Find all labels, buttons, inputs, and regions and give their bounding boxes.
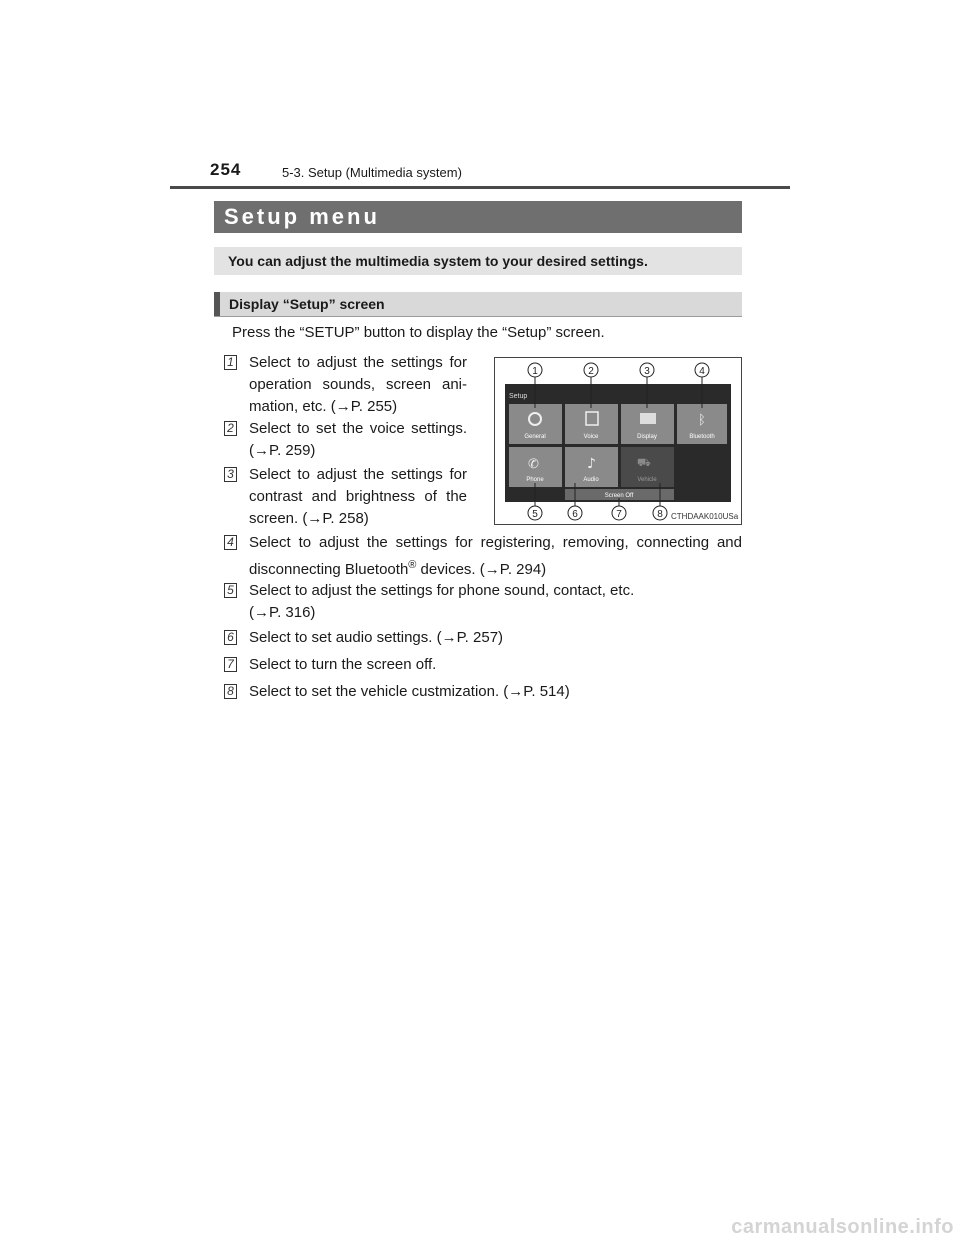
item-text-line: Select to adjust the settings for phone sound, contact, etc. bbox=[249, 582, 635, 599]
list-item bbox=[224, 681, 570, 703]
callout-number: 1 bbox=[532, 366, 538, 377]
item-text: Select to set the voice settings. (→P. 259) bbox=[249, 420, 467, 459]
item-number: 5 bbox=[224, 583, 237, 598]
item-text: Select to adjust the settings for operation sounds, screen ani-mation, etc. (→P. 255) bbox=[249, 354, 467, 415]
vehicle-label: Vehicle bbox=[637, 477, 657, 483]
subheading: Display “Setup” screen bbox=[214, 292, 742, 316]
setup-screen-illustration bbox=[495, 358, 741, 524]
item-number: 1 bbox=[224, 355, 237, 370]
list-item bbox=[224, 418, 467, 462]
callout-number: 5 bbox=[532, 509, 538, 520]
running-head: 5-3. Setup (Multimedia system) bbox=[282, 165, 462, 180]
voice-label: Voice bbox=[583, 434, 599, 440]
list-item bbox=[224, 580, 634, 624]
phone-label: Phone bbox=[526, 477, 544, 483]
item-text: Select to adjust the settings for contrast and brightness of the screen. (→P. 258) bbox=[249, 466, 467, 527]
bluetooth-label: Bluetooth bbox=[689, 434, 715, 440]
item-number: 4 bbox=[224, 535, 237, 550]
item-text: Select to set audio settings. (→P. 257) bbox=[249, 629, 504, 646]
audio-label: Audio bbox=[583, 477, 599, 483]
display-label: Display bbox=[637, 434, 657, 440]
setup-screen-figure bbox=[494, 357, 742, 525]
item-text: Select to turn the screen off. bbox=[249, 656, 437, 673]
callout-number: 7 bbox=[616, 509, 622, 520]
figure-code: CTHDAAK010USa bbox=[671, 512, 739, 521]
intro-text: You can adjust the multimedia system to your desired settings. bbox=[214, 247, 742, 275]
item-text: Select to set the vehicle custmization. (→P. 514) bbox=[249, 683, 570, 700]
item-text-part: Select to adjust the settings for registering, removing, connecting and disconnecting Bluetooth bbox=[249, 534, 742, 578]
music-note-icon: ♪ bbox=[587, 456, 596, 472]
list-item bbox=[224, 464, 467, 530]
list-item bbox=[224, 532, 742, 581]
screen-off-label: Screen Off bbox=[604, 493, 634, 499]
general-label: General bbox=[524, 434, 546, 440]
subheading-rule bbox=[214, 316, 742, 317]
callout-number: 6 bbox=[572, 509, 578, 520]
lead-text: Press the “SETUP” button to display the “Setup” screen. bbox=[232, 324, 605, 341]
page-number: 254 bbox=[210, 160, 242, 179]
callout-number: 3 bbox=[644, 366, 650, 377]
callout-number: 8 bbox=[657, 509, 663, 520]
bluetooth-icon: ᛒ bbox=[698, 413, 706, 428]
item-number: 3 bbox=[224, 467, 237, 482]
watermark: carmanualsonline.info bbox=[731, 1216, 954, 1238]
page-title: Setup menu bbox=[214, 201, 742, 233]
registered-mark: ® bbox=[408, 559, 417, 571]
screen-title: Setup bbox=[509, 393, 528, 400]
callout-number: 4 bbox=[699, 366, 705, 377]
item-number: 8 bbox=[224, 684, 237, 699]
item-text bbox=[249, 580, 634, 624]
item-text-line: (→P. 316) bbox=[249, 604, 316, 621]
item-number: 2 bbox=[224, 421, 237, 436]
list-item bbox=[224, 352, 467, 418]
phone-icon: ✆ bbox=[528, 457, 539, 472]
header-rule bbox=[170, 186, 790, 189]
list-item bbox=[224, 654, 436, 676]
item-number: 6 bbox=[224, 630, 237, 645]
item-number: 7 bbox=[224, 657, 237, 672]
item-text bbox=[249, 532, 742, 581]
car-icon: ⛟ bbox=[637, 456, 651, 469]
display-icon bbox=[640, 413, 656, 424]
list-item bbox=[224, 627, 503, 649]
item-text-part: devices. (→P. 294) bbox=[416, 561, 547, 578]
callout-number: 2 bbox=[588, 366, 594, 377]
